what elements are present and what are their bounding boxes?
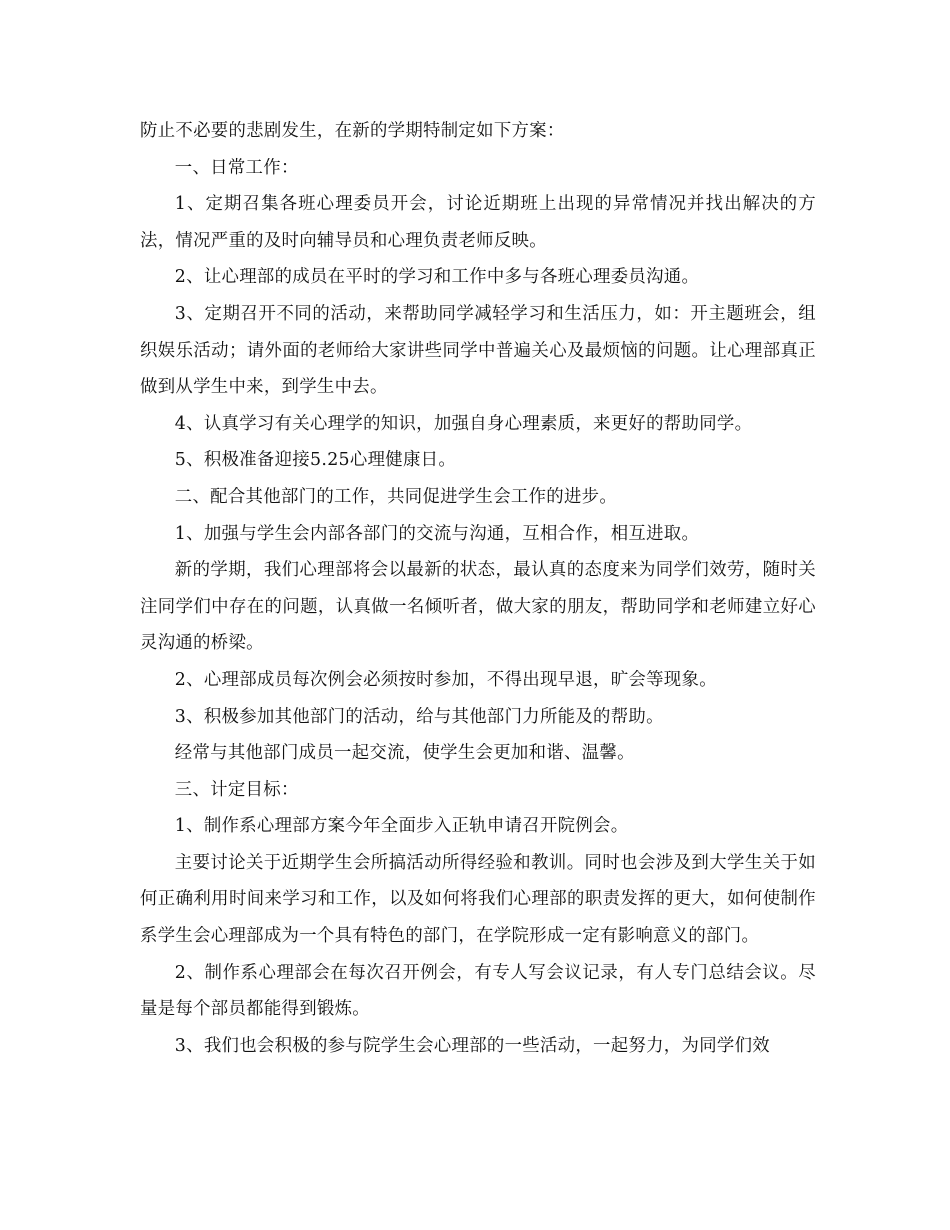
paragraph: 主要讨论关于近期学生会所搞活动所得经验和教训。同时也会涉及到大学生关于如何正确利用时间来学习和工作，以及如何将我们心理部的职责发挥的更大，如何使制作系学生会心理部成为一个具有特色的部门，在学院形成一定有影响意义的部门。 [140, 852, 816, 947]
paragraph: 3、积极参加其他部门的活动，给与其他部门力所能及的帮助。 [174, 706, 664, 727]
section-heading: 一、日常工作： [174, 157, 299, 178]
paragraph: 2、让心理部的成员在平时的学习和工作中多与各班心理委员沟通。 [174, 267, 700, 288]
paragraph: 1、定期召集各班心理委员开会，讨论近期班上出现的异常情况并找出解决的方法，情况严重的及时向辅导员和心理负责老师反映。 [140, 194, 816, 251]
paragraph: 1、制作系心理部方案今年全面步入正轨申请召开院例会。 [174, 816, 629, 837]
paragraph: 5、积极准备迎接5.25心理健康日。 [174, 450, 457, 471]
paragraph: 3、我们也会积极的参与院学生会心理部的一些活动，一起努力，为同学们效 [174, 1035, 770, 1056]
paragraph: 防止不必要的悲剧发生，在新的学期特制定如下方案： [140, 121, 565, 141]
paragraph: 3、定期召开不同的活动，来帮助同学减轻学习和生活压力，如：开主题班会，组织娱乐活动；请外面的老师给大家讲些同学中普遍关心及最烦恼的问题。让心理部真正做到从学生中来，到学生中去。 [140, 303, 816, 398]
document-body [140, 113, 816, 1064]
section-heading: 三、计定目标： [174, 779, 299, 800]
paragraph: 4、认真学习有关心理学的知识，加强自身心理素质，来更好的帮助同学。 [174, 413, 753, 434]
paragraph: 新的学期，我们心理部将会以最新的状态，最认真的态度来为同学们效劳，随时关注同学们中存在的问题，认真做一名倾听者，做大家的朋友，帮助同学和老师建立好心灵沟通的桥梁。 [140, 560, 816, 654]
paragraph: 2、制作系心理部会在每次召开例会，有专人写会议记录，有人专门总结会议。尽量是每个部员都能得到锻炼。 [140, 962, 816, 1020]
paragraph: 1、加强与学生会内部各部门的交流与沟通，互相合作，相互进取。 [174, 523, 700, 544]
section-heading: 二、配合其他部门的工作，共同促进学生会工作的进步。 [174, 486, 618, 507]
paragraph: 2、心理部成员每次例会必须按时参加，不得出现早退，旷会等现象。 [174, 669, 717, 690]
paragraph: 经常与其他部门成员一起交流，使学生会更加和谐、温馨。 [174, 743, 635, 764]
